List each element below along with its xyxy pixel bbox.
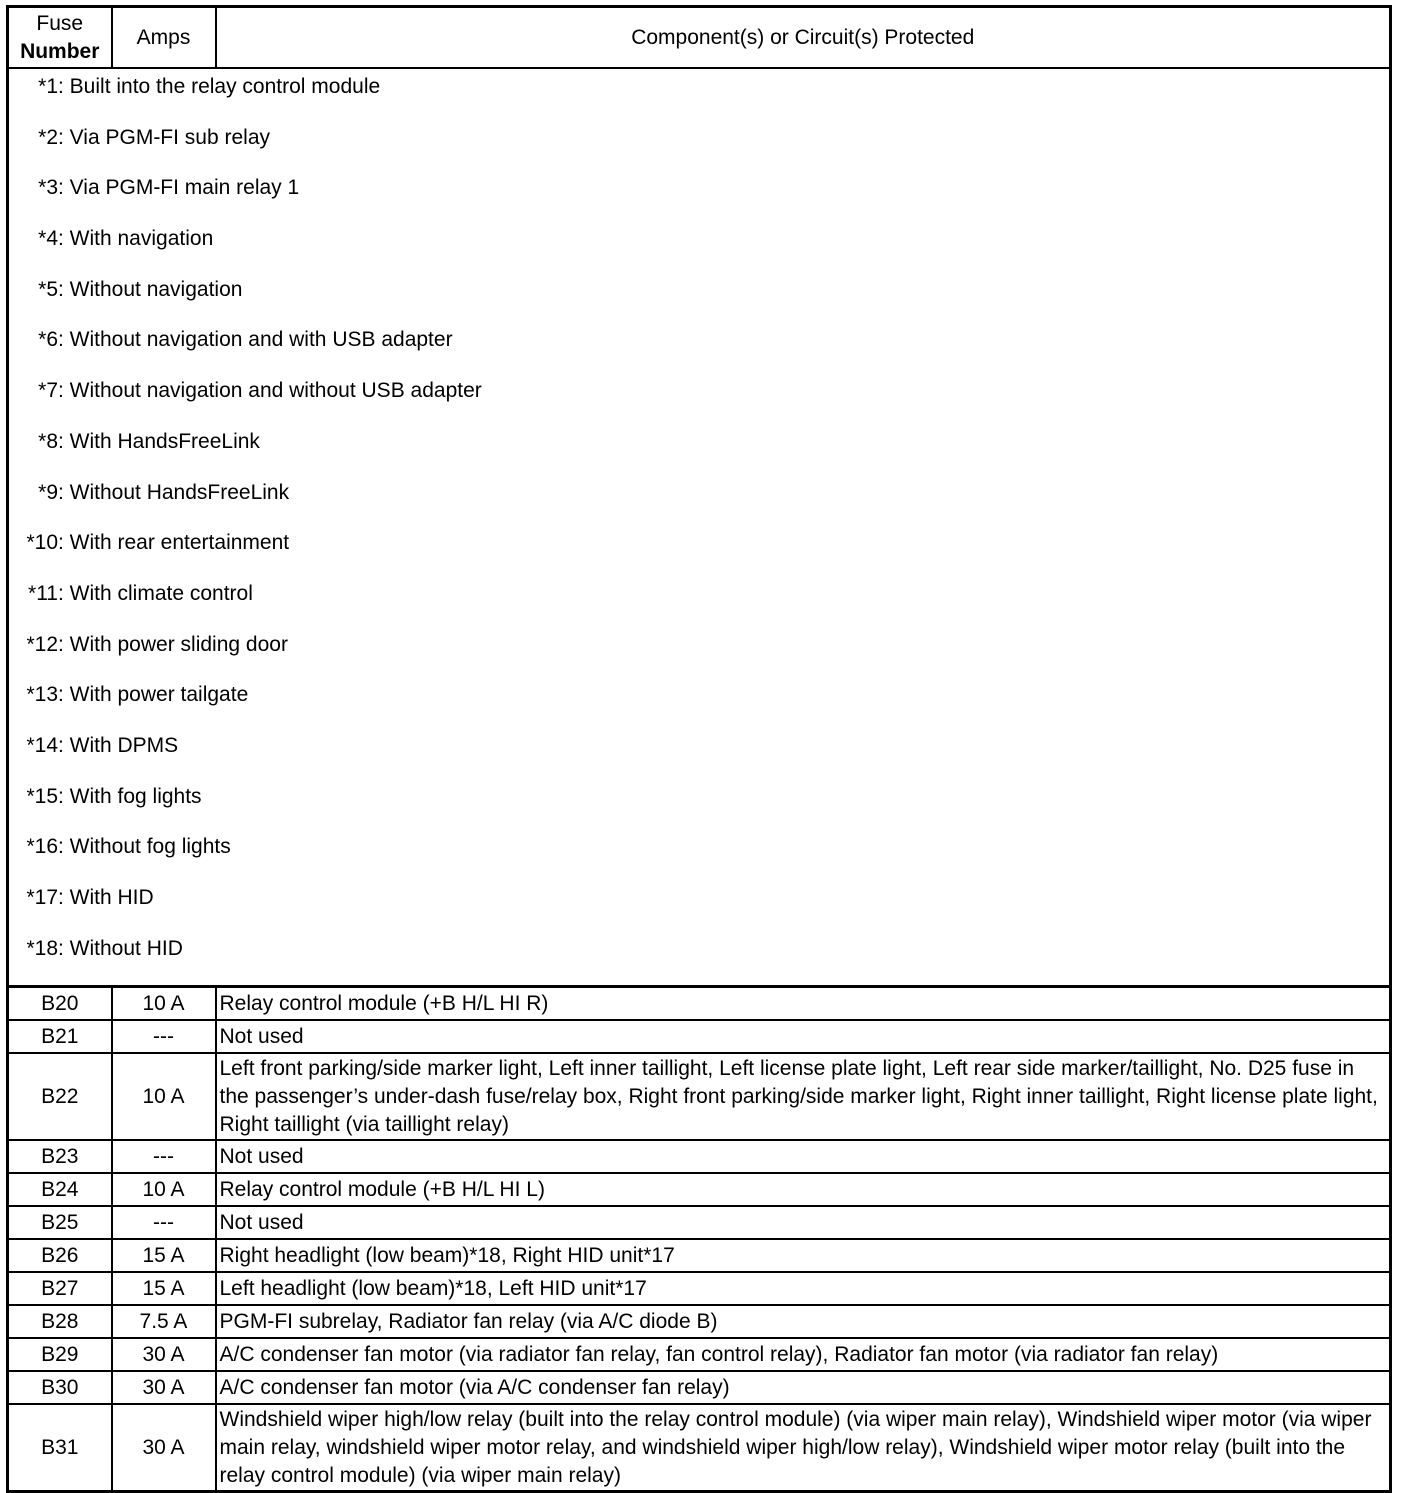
- footnote-separator: :: [58, 581, 70, 605]
- footnote-mark: *8: [38, 429, 58, 453]
- footnote-text: With HandsFreeLink: [69, 429, 260, 453]
- fuse-number-cell: B31: [8, 1404, 112, 1492]
- footnote-separator: :: [58, 784, 70, 808]
- notes-cell: [8, 68, 1391, 987]
- footnote-mark: *4: [38, 227, 58, 251]
- footnote-mark: *7: [38, 379, 58, 403]
- fuse-description-cell: A/C condenser fan motor (via radiator fan relay, fan control relay), Radiator fan motor (via radiator fan relay): [216, 1338, 1391, 1371]
- table-header-row: [8, 7, 1391, 69]
- fuse-amps-cell: 10 A: [112, 1173, 216, 1206]
- footnote-mark: *14: [26, 733, 58, 757]
- table-row: [8, 987, 1391, 1021]
- footnote-text: With power sliding door: [69, 632, 288, 656]
- footnote-separator: :: [58, 379, 70, 403]
- fuse-header-line1: Fuse: [36, 11, 84, 35]
- table-row: [8, 1173, 1391, 1206]
- fuse-description-cell: Relay control module (+B H/L HI R): [216, 987, 1391, 1021]
- footnote-text: Without navigation and with USB adapter: [69, 328, 453, 352]
- footnote-text: Via PGM-FI sub relay: [69, 125, 271, 149]
- footnote-item: [9, 580, 1389, 631]
- fuse-header-line2: Number: [20, 39, 100, 63]
- footnote-separator: :: [58, 176, 70, 200]
- fuse-description-cell: Right headlight (low beam)*18, Right HID unit*17: [216, 1239, 1391, 1272]
- footnote-text: Without navigation: [69, 277, 243, 301]
- footnote-mark: *13: [26, 683, 58, 707]
- fuse-number-cell: B21: [8, 1020, 112, 1053]
- footnote-separator: :: [58, 733, 70, 757]
- footnote-separator: :: [58, 227, 70, 251]
- fuse-description-cell: Windshield wiper high/low relay (built into the relay control module) (via wiper main relay), Windshield wiper motor (via wiper main relay, windshield wiper motor relay, and windshield wiper high/low relay), Windshield wiper motor relay (built into the relay control module) (via wiper main relay): [216, 1404, 1391, 1492]
- footnote-mark: *6: [38, 328, 58, 352]
- footnote-mark: *15: [26, 784, 58, 808]
- fuse-number-header: [8, 7, 112, 69]
- footnote-text: With fog lights: [69, 784, 202, 808]
- footnote-text: With HID: [69, 886, 154, 909]
- table-row: [8, 1305, 1391, 1338]
- footnote-mark: *11: [28, 581, 58, 605]
- footnote-separator: :: [58, 125, 70, 149]
- amps-header: Amps: [112, 7, 216, 69]
- table-row: [8, 1053, 1391, 1140]
- footnote-item: [9, 529, 1389, 580]
- fuse-number-cell: B27: [8, 1272, 112, 1305]
- footnote-item: [9, 479, 1389, 530]
- fuse-amps-cell: 30 A: [112, 1371, 216, 1404]
- table-row: [8, 1206, 1391, 1239]
- footnote-separator: :: [58, 328, 70, 352]
- footnote-text: Without navigation and without USB adapter: [69, 379, 482, 403]
- footnote-mark: *10: [26, 531, 58, 555]
- footnote-item: [9, 631, 1389, 682]
- footnote-item: [9, 833, 1389, 884]
- footnote-list: [9, 69, 1389, 985]
- fuse-amps-cell: ---: [112, 1020, 216, 1053]
- footnote-separator: :: [58, 480, 70, 504]
- footnote-separator: :: [58, 277, 70, 301]
- fuse-description-cell: A/C condenser fan motor (via A/C condenser fan relay): [216, 1371, 1391, 1404]
- fuse-amps-cell: ---: [112, 1206, 216, 1239]
- footnote-item: [9, 124, 1389, 175]
- fuse-amps-cell: ---: [112, 1140, 216, 1173]
- footnote-separator: :: [58, 429, 70, 453]
- fuse-number-cell: B28: [8, 1305, 112, 1338]
- fuse-description-cell: Not used: [216, 1020, 1391, 1053]
- table-row: [8, 1272, 1391, 1305]
- fuse-description-cell: Not used: [216, 1206, 1391, 1239]
- footnote-mark: *16: [26, 835, 58, 859]
- footnote-separator: :: [58, 936, 70, 960]
- footnote-item: [9, 732, 1389, 783]
- footnote-mark: *17: [26, 886, 58, 909]
- footnote-mark: *2: [38, 125, 58, 149]
- fuse-amps-cell: 15 A: [112, 1239, 216, 1272]
- footnote-mark: *5: [38, 277, 58, 301]
- table-row: [8, 1338, 1391, 1371]
- footnote-text: Via PGM-FI main relay 1: [69, 176, 300, 200]
- fuse-number-cell: B26: [8, 1239, 112, 1272]
- table-row: [8, 1140, 1391, 1173]
- fuse-description-cell: Left headlight (low beam)*18, Left HID unit*17: [216, 1272, 1391, 1305]
- footnote-item: [9, 783, 1389, 834]
- fuse-number-cell: B30: [8, 1371, 112, 1404]
- table-row: [8, 1020, 1391, 1053]
- footnote-mark: *1: [38, 75, 58, 98]
- footnote-item: [9, 225, 1389, 276]
- notes-row: [8, 68, 1391, 987]
- footnote-separator: :: [58, 683, 70, 707]
- fuse-amps-cell: 10 A: [112, 987, 216, 1021]
- footnote-separator: :: [58, 531, 70, 555]
- fuse-number-cell: B23: [8, 1140, 112, 1173]
- footnote-mark: *3: [38, 176, 58, 200]
- footnote-item: [9, 326, 1389, 377]
- footnote-text: Without HandsFreeLink: [69, 480, 290, 504]
- fuse-amps-cell: 30 A: [112, 1404, 216, 1492]
- footnote-item: [9, 377, 1389, 428]
- fuse-description-cell: Left front parking/side marker light, Left inner taillight, Left license plate light, Left rear side marker/taillight, No. D25 fuse in the passenger’s under-dash fuse/relay box, Right front parking/side marker light, Right inner taillight, Right license plate light, Right taillight (via taillight relay): [216, 1053, 1391, 1140]
- footnote-separator: :: [58, 886, 70, 909]
- footnote-text: With climate control: [69, 581, 253, 605]
- fuse-amps-cell: 7.5 A: [112, 1305, 216, 1338]
- footnote-mark: *12: [26, 632, 58, 656]
- table-row: [8, 1371, 1391, 1404]
- footnote-mark: *18: [26, 936, 58, 960]
- fuse-amps-cell: 10 A: [112, 1053, 216, 1140]
- fuse-number-cell: B20: [8, 987, 112, 1021]
- footnote-separator: :: [58, 632, 70, 656]
- fuse-number-cell: B22: [8, 1053, 112, 1140]
- footnote-separator: :: [58, 75, 70, 98]
- footnote-mark: *9: [38, 480, 58, 504]
- footnote-item: [9, 73, 1389, 124]
- footnote-text: With rear entertainment: [69, 531, 290, 555]
- component-header: Component(s) or Circuit(s) Protected: [216, 7, 1391, 69]
- footnote-text: With DPMS: [69, 733, 179, 757]
- fuse-description-cell: Not used: [216, 1140, 1391, 1173]
- footnote-text: Without fog lights: [69, 835, 231, 859]
- table-row: [8, 1239, 1391, 1272]
- table-row: [8, 1404, 1391, 1492]
- footnote-text: Without HID: [69, 936, 183, 960]
- footnote-item: [9, 681, 1389, 732]
- fuse-number-cell: B25: [8, 1206, 112, 1239]
- footnote-item: [9, 276, 1389, 327]
- fuse-description-cell: Relay control module (+B H/L HI L): [216, 1173, 1391, 1206]
- footnote-text: With navigation: [69, 227, 214, 251]
- footnote-item: [9, 935, 1389, 986]
- fuse-table: [6, 5, 1392, 1493]
- fuse-amps-cell: 15 A: [112, 1272, 216, 1305]
- footnote-item: [9, 884, 1389, 935]
- footnote-separator: :: [58, 835, 70, 859]
- fuse-description-cell: PGM-FI subrelay, Radiator fan relay (via A/C diode B): [216, 1305, 1391, 1338]
- fuse-amps-cell: 30 A: [112, 1338, 216, 1371]
- footnote-item: [9, 174, 1389, 225]
- fuse-number-cell: B29: [8, 1338, 112, 1371]
- footnote-item: [9, 428, 1389, 479]
- footnote-text: With power tailgate: [69, 683, 249, 707]
- fuse-number-cell: B24: [8, 1173, 112, 1206]
- footnote-text: Built into the relay control module: [69, 75, 381, 98]
